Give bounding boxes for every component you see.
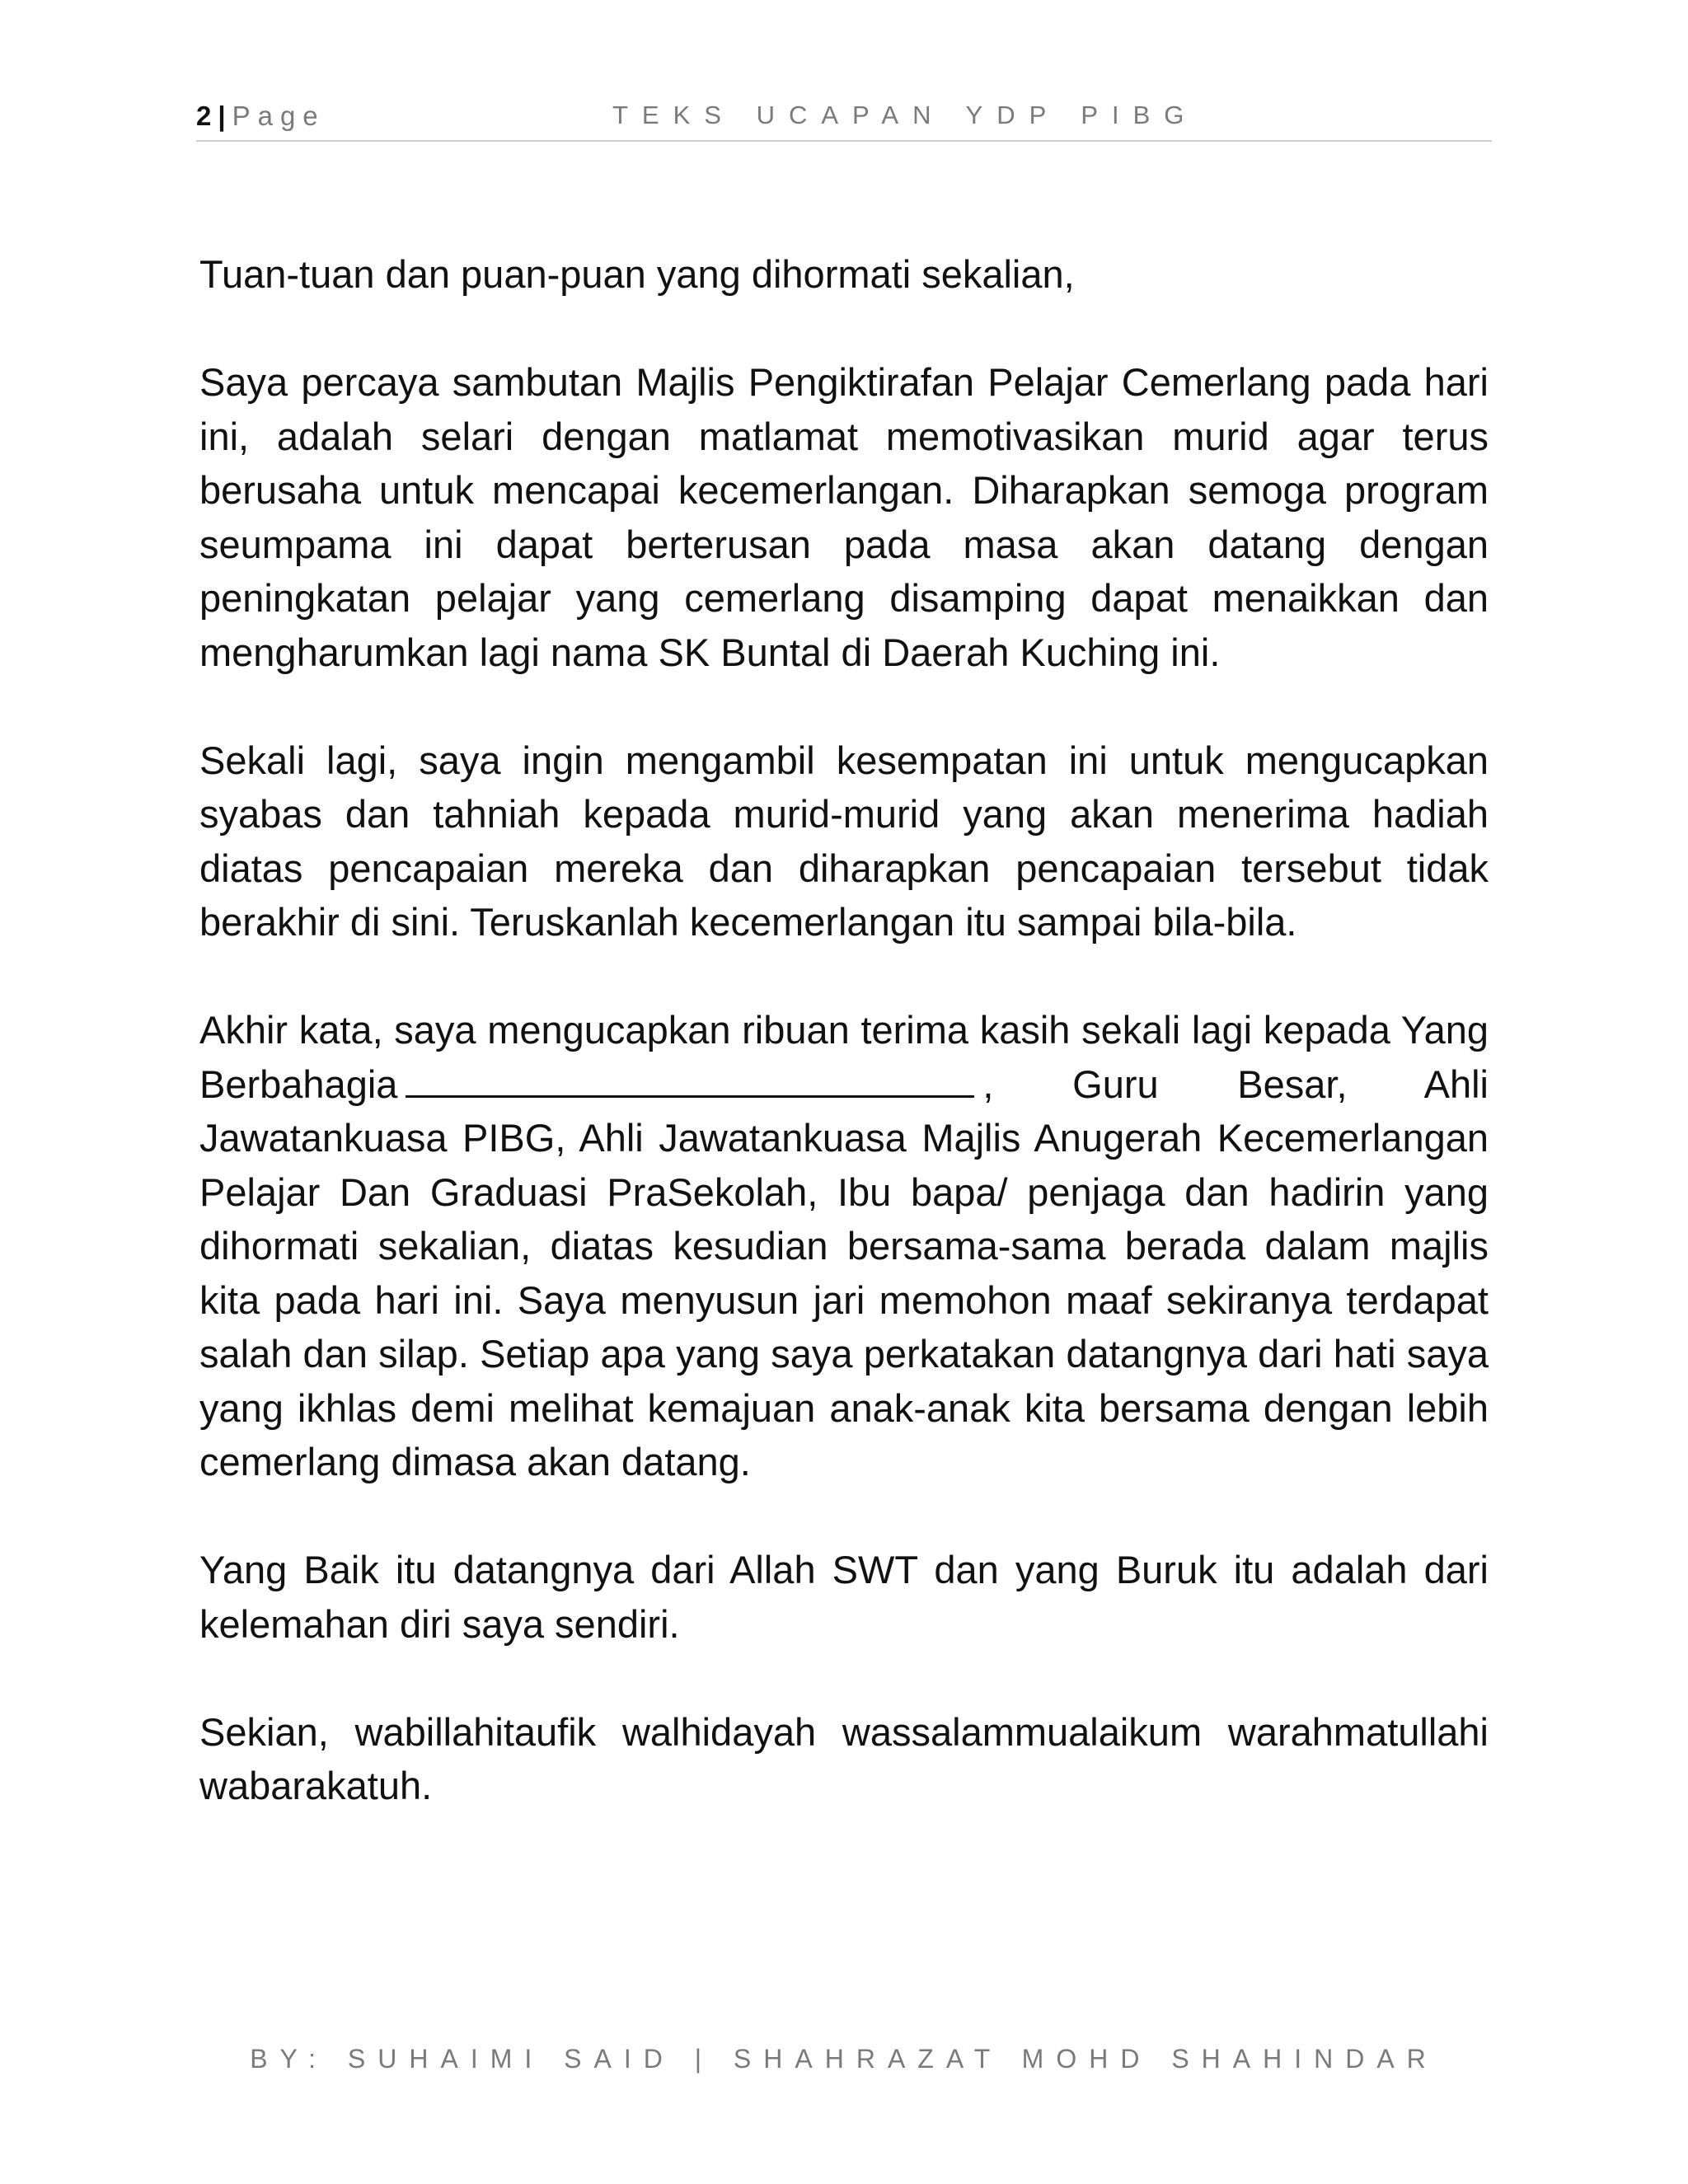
document-body — [199, 247, 1489, 1867]
page-separator: | — [218, 101, 227, 131]
page-number-label — [196, 101, 326, 132]
paragraph-3-start: Akhir kata, saya mengucapkan ribuan terima kasih sekali lagi kepada Yang Berbahagia — [199, 1008, 1489, 1106]
paragraph-3 — [199, 1003, 1489, 1489]
header-title: TEKS UCAPAN YDP PIBG — [612, 101, 1198, 129]
paragraph-3-end: , Guru Besar, Ahli Jawatankuasa PIBG, Ahli Jawatankuasa Majlis Anugerah Kecemerlangan Pelajar Dan Graduasi PraSekolah, Ibu bapa/ penjaga dan hadirin yang dihormati sekalian, diatas kesudian bersama-sama berada dalam majlis kita pada hari ini. Saya menyusun jari memohon maaf sekiranya terdapat salah dan silap. Setiap apa yang saya perkatakan datangnya dari hati saya yang ikhlas demi melihat kemajuan anak-anak kita bersama dengan lebih cemerlang dimasa akan datang. — [199, 1062, 1489, 1483]
page-number: 2 — [196, 101, 213, 131]
closing-paragraph: Sekian, wabillahitaufik walhidayah wassalammualaikum warahmatullahi wabarakatuh. — [199, 1709, 1489, 1807]
paragraph-1: Saya percaya sambutan Majlis Pengiktirafan Pelajar Cemerlang pada hari ini, adalah selari dengan matlamat memotivasikan murid agar terus berusaha untuk mencapai kecemerlangan. Diharapkan semoga program seumpama ini dapat berterusan pada masa akan datang dengan peningkatan pelajar yang cemerlang disamping dapat menaikkan dan mengharumkan lagi nama SK Buntal di Daerah Kuching ini. — [199, 360, 1489, 674]
salutation: Tuan-tuan dan puan-puan yang dihormati sekalian, — [199, 252, 1075, 296]
page-header — [196, 97, 1492, 142]
paragraph-4: Yang Baik itu datangnya dari Allah SWT dan yang Buruk itu adalah dari kelemahan diri saya sendiri. — [199, 1548, 1489, 1646]
page-word: Page — [232, 101, 326, 131]
page-footer: BY: SUHAIMI SAID | SHAHRAZAT MOHD SHAHINDAR — [250, 2044, 1438, 2074]
paragraph-2: Sekali lagi, saya ingin mengambil kesempatan ini untuk mengucapkan syabas dan tahniah kepada murid-murid yang akan menerima hadiah diatas pencapaian mereka dan diharapkan pencapaian tersebut tidak berakhir di sini. Teruskanlah kecemerlangan itu sampai bila-bila. — [199, 738, 1489, 944]
name-blank-line — [406, 1062, 974, 1098]
